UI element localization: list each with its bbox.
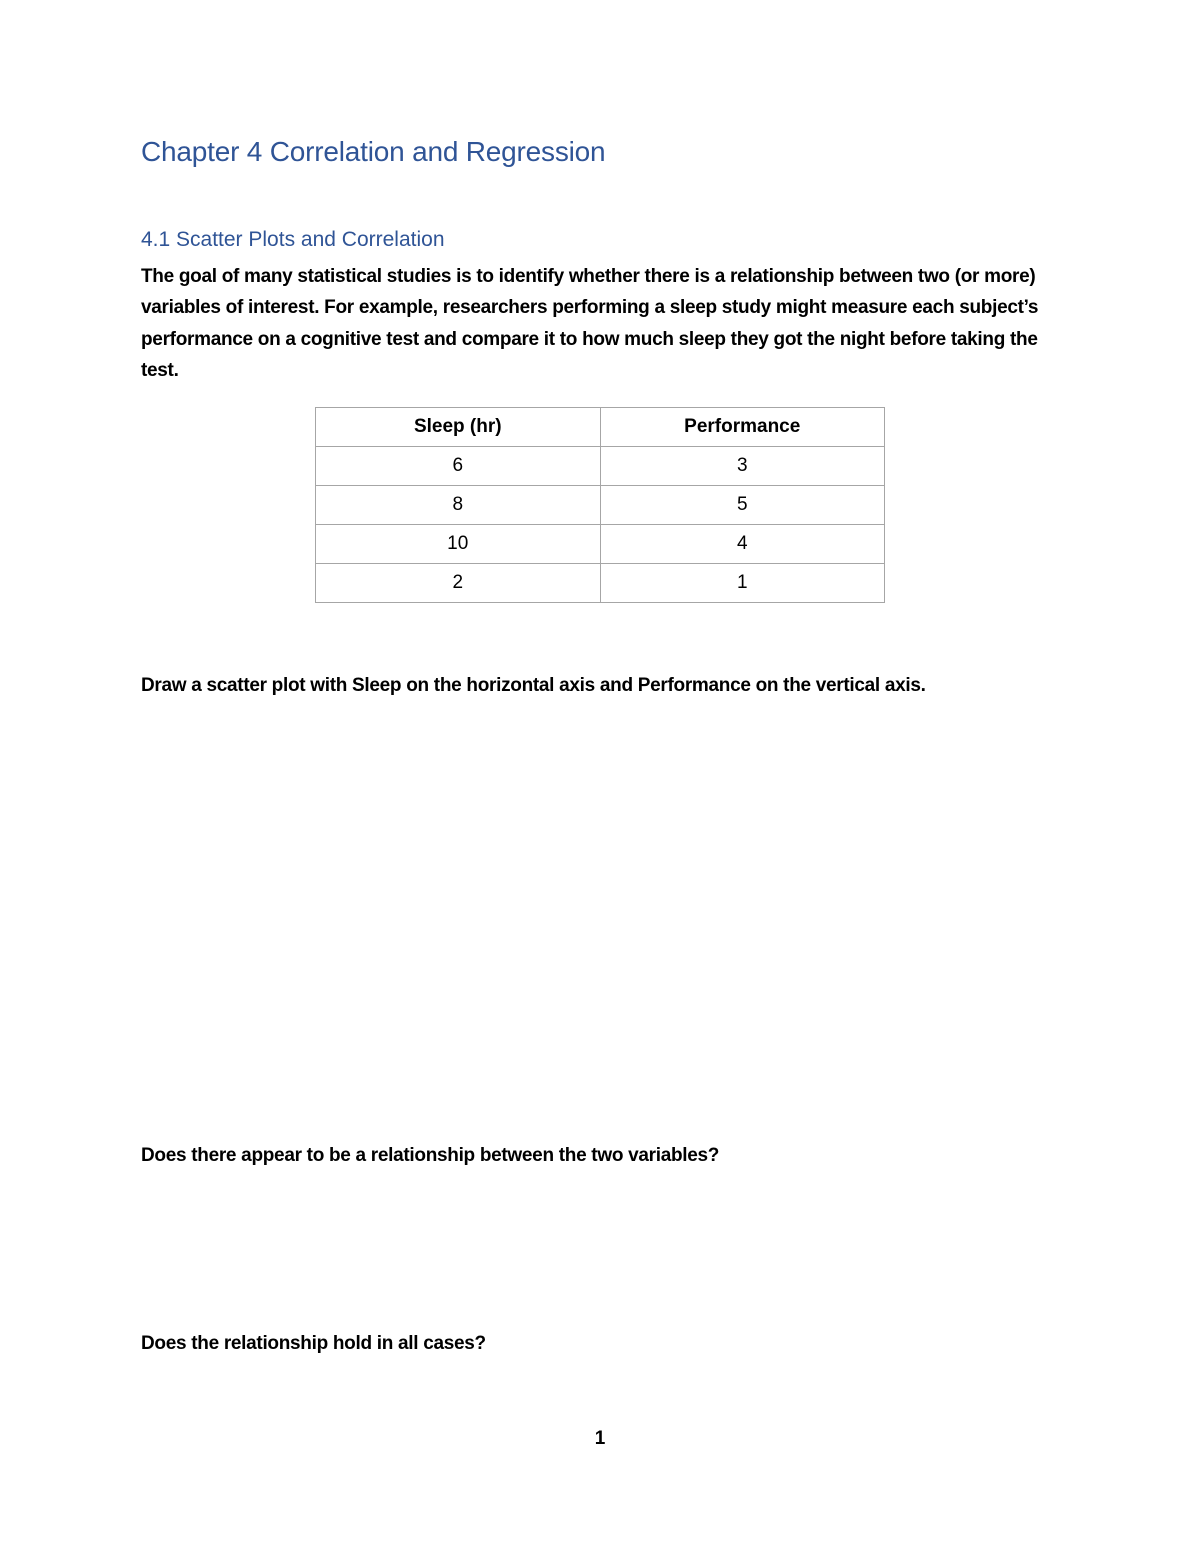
sleep-performance-table [315,407,885,603]
table-header-sleep: Sleep (hr) [316,408,601,447]
table-row [316,564,885,603]
table-row [316,525,885,564]
table-cell-performance: 4 [600,525,885,564]
table-cell-sleep: 10 [316,525,601,564]
table-row [316,447,885,486]
table-cell-performance: 3 [600,447,885,486]
table-cell-sleep: 8 [316,486,601,525]
table-cell-sleep: 6 [316,447,601,486]
table-cell-performance: 1 [600,564,885,603]
chapter-title: Chapter 4 Correlation and Regression [141,136,606,167]
table-row [316,486,885,525]
question-relationship: Does there appear to be a relationship between the two variables? [141,1145,720,1166]
section-heading: 4.1 Scatter Plots and Correlation [141,228,445,251]
table-cell-sleep: 2 [316,564,601,603]
page-number: 1 [594,1428,606,1449]
intro-paragraph: The goal of many statistical studies is to identify whether there is a relationship between two (or more) variables of interest. For example, researchers performing a sleep study might measure each subject’s performance on a cognitive test and compare it to how much sleep they got the night before taking the test. [141,266,1039,381]
table-cell-performance: 5 [600,486,885,525]
question-all-cases: Does the relationship hold in all cases? [141,1333,486,1354]
question-scatter-plot: Draw a scatter plot with Sleep on the horizontal axis and Performance on the vertical axis. [141,675,926,696]
table-header-row [316,408,885,447]
table-header-performance: Performance [600,408,885,447]
